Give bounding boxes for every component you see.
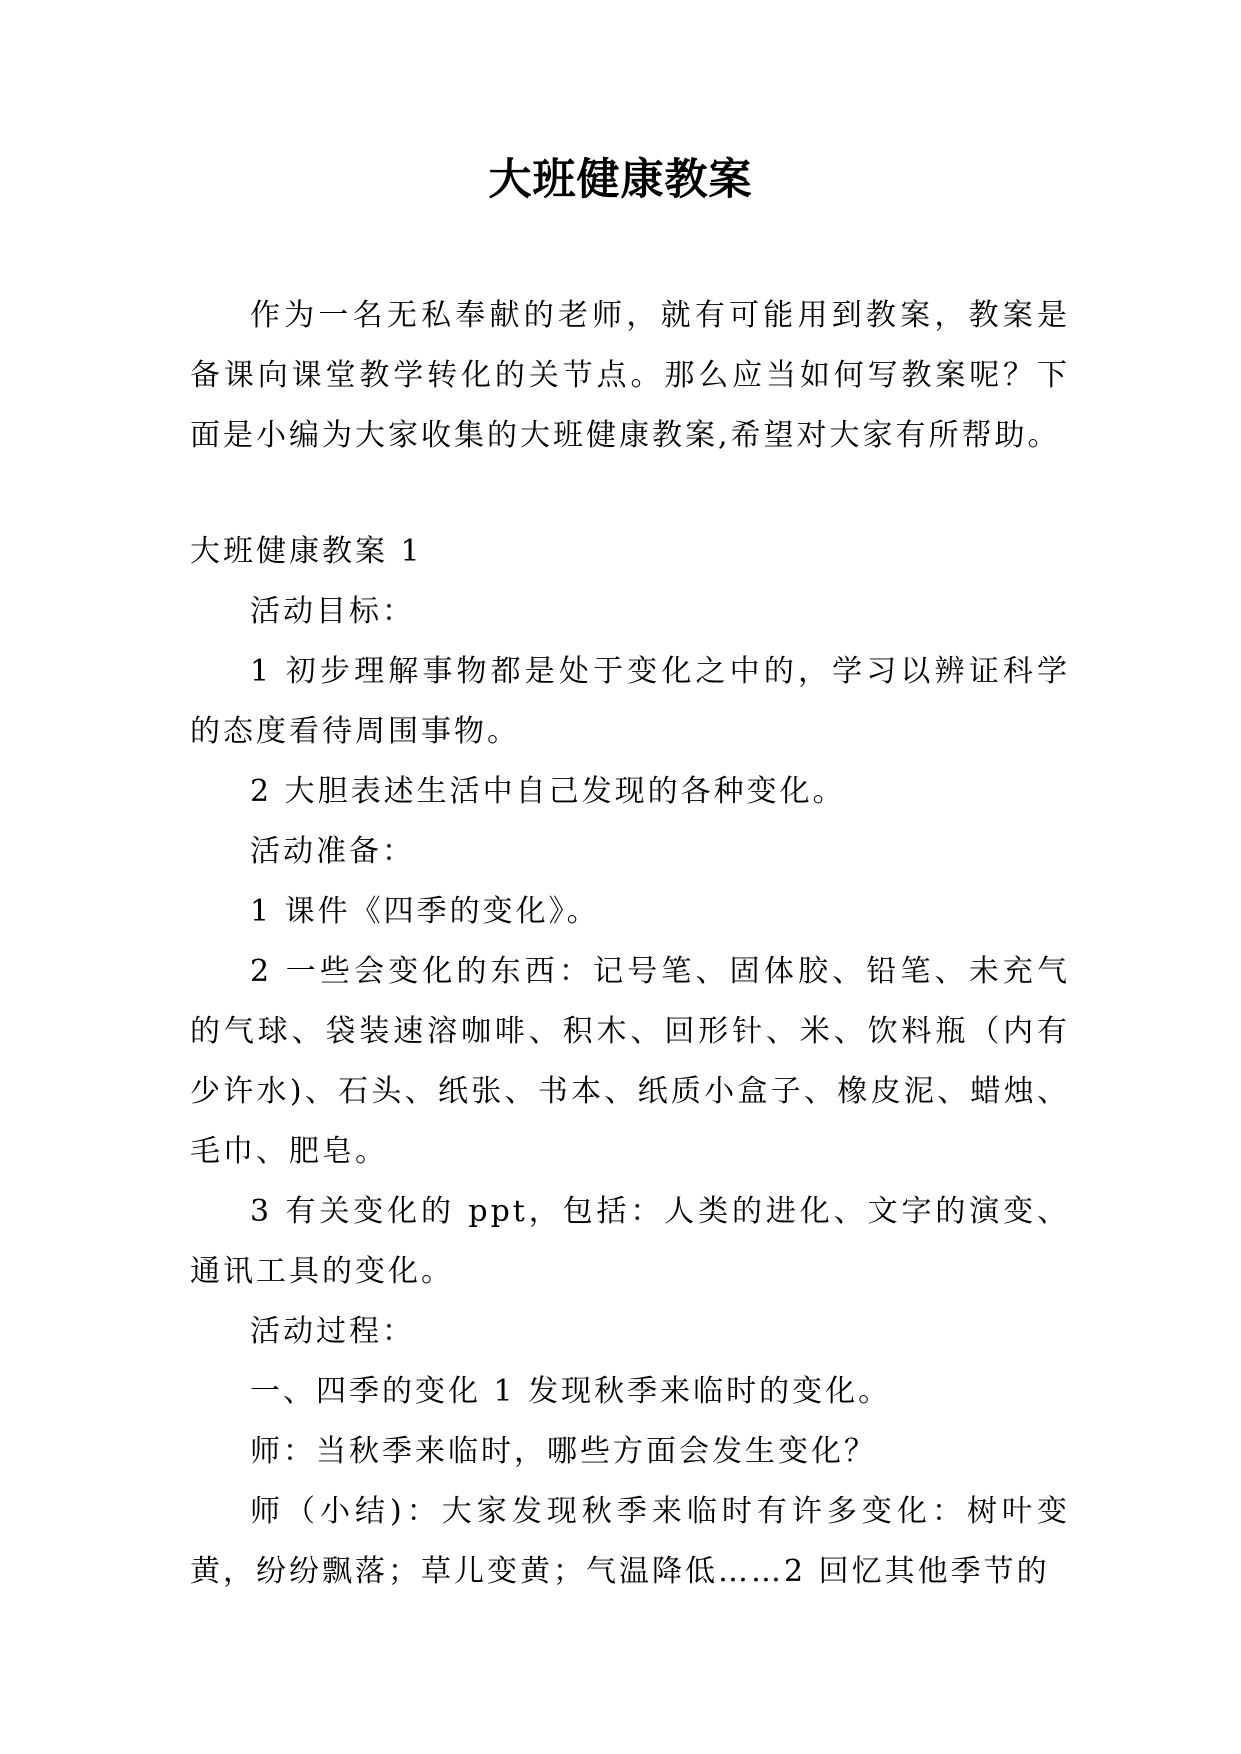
process-step-1: 一、四季的变化 1 发现秋季来临时的变化。	[250, 1374, 892, 1409]
goal-item-1: 1 初步理解事物都是处于变化之中的，学习以辨证科学的态度看待周围事物。	[190, 654, 1070, 749]
section-heading: 大班健康教案 1	[190, 534, 423, 569]
goal-item-2: 2 大胆表述生活中自己发现的各种变化。	[250, 774, 846, 809]
document-title: 大班健康教案	[488, 155, 753, 205]
teacher-summary: 师（小结)：大家发现秋季来临时有许多变化：树叶变黄，纷纷飘落；草儿变黄；气温降低……2 回忆其他季节的	[190, 1494, 1070, 1589]
lesson-plan-section	[190, 522, 1070, 1602]
preparation-item-2: 2 一些会变化的东西：记号笔、固体胶、铅笔、未充气的气球、袋装速溶咖啡、积木、回形针、米、饮料瓶（内有少许水)、石头、纸张、书本、纸质小盒子、橡皮泥、蜡烛、毛巾、肥皂。	[190, 954, 1070, 1169]
preparation-item-3: 3 有关变化的 ppt，包括：人类的进化、文字的演变、通讯工具的变化。	[190, 1194, 1070, 1289]
heading-activity-goals: 活动目标：	[250, 594, 415, 629]
intro-section	[190, 286, 1070, 466]
heading-activity-preparation: 活动准备：	[250, 834, 415, 869]
preparation-item-1: 1 课件《四季的变化》。	[250, 894, 600, 929]
teacher-question: 师：当秋季来临时，哪些方面会发生变化？	[250, 1434, 877, 1469]
intro-paragraph: 作为一名无私奉献的老师，就有可能用到教案，教案是备课向课堂教学转化的关节点。那么应当如何写教案呢？下面是小编为大家收集的大班健康教案,希望对大家有所帮助。	[190, 298, 1070, 453]
heading-activity-process: 活动过程：	[250, 1314, 415, 1349]
